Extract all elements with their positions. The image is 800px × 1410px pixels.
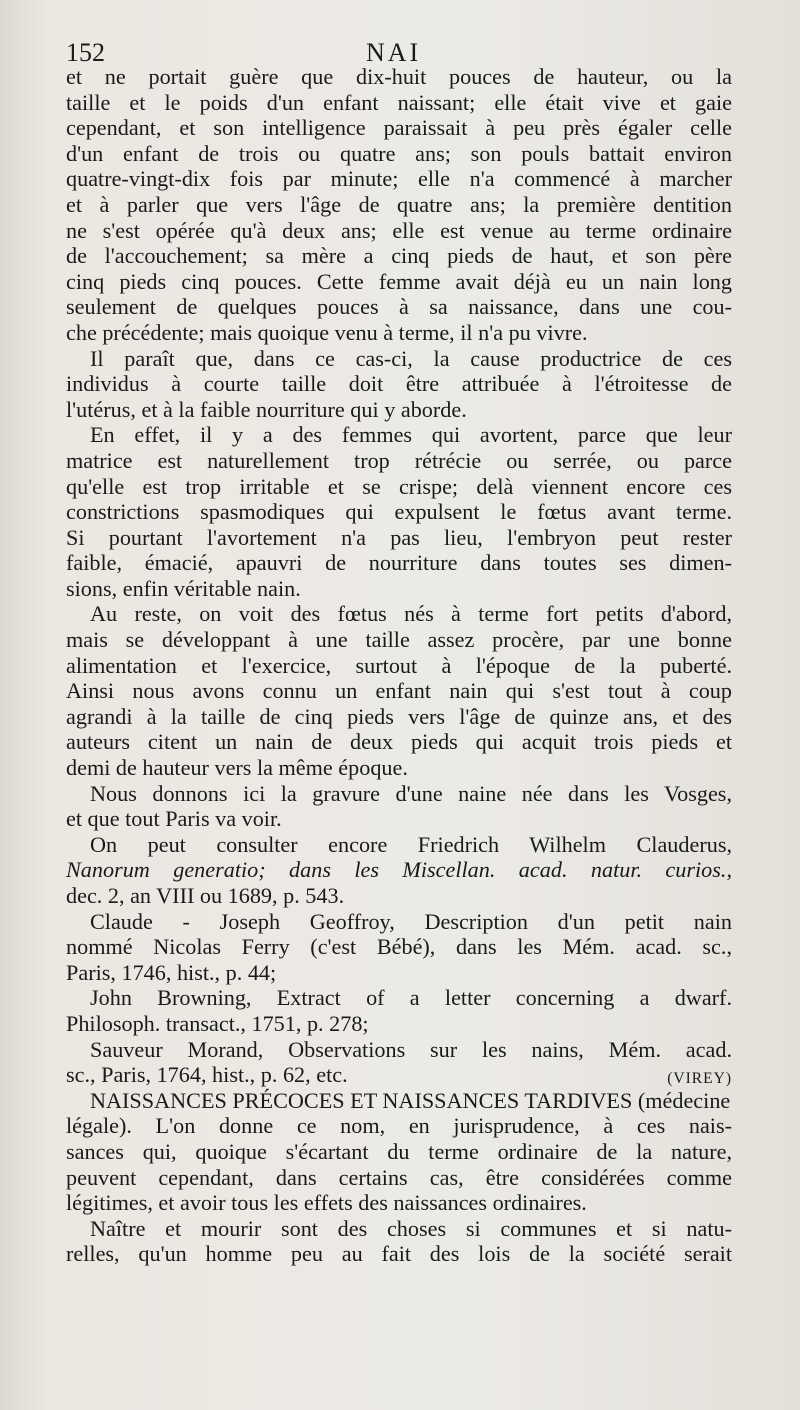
text-line: ne s'est opérée qu'à deux ans; elle est venue au terme ordinaire [66, 217, 732, 243]
text-line: qu'elle est trop irritable et se crispe; delà viennent encore ces [66, 473, 732, 499]
reference-line: Philosoph. transact., 1751, p. 278; [66, 1010, 369, 1036]
reference-line [66, 1062, 732, 1088]
text-line: et à parler que vers l'âge de quatre ans; la première dentition [66, 191, 732, 217]
text-line: mais se développant à une taille assez procère, par une bonne [66, 627, 732, 653]
text-line: faible, émacié, apauvri de nourriture dans toutes ses dimen- [66, 550, 732, 576]
text-line: che précédente; mais quoique venu à terme, il n'a pu vivre. [66, 319, 588, 345]
text-line: cinq pieds cinq pouces. Cette femme avait déjà eu un nain long [66, 268, 732, 294]
text-line: Naître et mourir sont des choses si communes et si natu- [90, 1215, 732, 1241]
text-line: et que tout Paris va voir. [66, 806, 282, 832]
text-line: sions, enfin véritable nain. [66, 575, 301, 601]
text-line: demi de hauteur vers la même époque. [66, 755, 408, 781]
reference-line: John Browning, Extract of a letter concerning a dwarf. [90, 985, 732, 1011]
text-line: En effet, il y a des femmes qui avortent, parce que leur [90, 422, 732, 448]
text-line: sances qui, quoique s'écartant du terme ordinaire de la nature, [66, 1138, 732, 1164]
text-line: auteurs citent un nain de deux pieds qui acquit trois pieds et [66, 729, 732, 755]
reference-line: nommé Nicolas Ferry (c'est Bébé), dans les Mém. acad. sc., [66, 934, 732, 960]
text-line: de l'accouchement; sa mère a cinq pieds de haut, et son père [66, 243, 732, 269]
text-line: l'utérus, et à la faible nourriture qui y aborde. [66, 396, 467, 422]
running-title: NAI [366, 38, 422, 67]
text-line: Il paraît que, dans ce cas-ci, la cause productrice de ces [90, 345, 732, 371]
text-line: matrice est naturellement trop rétrécie ou serrée, ou parce [66, 447, 732, 473]
text-line: Si pourtant l'avortement n'a pas lieu, l'embryon peut rester [66, 524, 732, 550]
text-line: alimentation et l'exercice, surtout à l'époque de la puberté. [66, 652, 732, 678]
text-line: relles, qu'un homme peu au fait des lois de la société serait [66, 1241, 732, 1267]
text-line: taille et le poids d'un enfant naissant; elle était vive et gaie [66, 89, 732, 115]
reference-line: Paris, 1746, hist., p. 44; [66, 959, 277, 985]
text-line: légale). L'on donne ce nom, en jurisprudence, à ces nais- [66, 1113, 732, 1139]
text-line: Au reste, on voit des fœtus nés à terme fort petits d'abord, [90, 601, 732, 627]
reference-line: On peut consulter encore Friedrich Wilhelm Clauderus, [90, 831, 732, 857]
entry-heading-line: NAISSANCES PRÉCOCES ET NAISSANCES TARDIVES (médecine [90, 1087, 731, 1113]
text-line: seulement de quelques pouces à sa naissance, dans une cou- [66, 294, 732, 320]
reference-line: dec. 2, an VIII ou 1689, p. 543. [66, 883, 345, 908]
reference-text: sc., Paris, 1764, hist., p. 62, etc. [66, 1062, 348, 1088]
text-line: constrictions spasmodiques qui expulsent le fœtus avant terme. [66, 499, 732, 525]
text-line: Ainsi nous avons connu un enfant nain qui s'est tout à coup [66, 678, 732, 704]
text-line: d'un enfant de trois ou quatre ans; son pouls battait environ [66, 140, 732, 166]
text-line: cependant, et son intelligence paraissait à peu près égaler celle [66, 115, 732, 141]
page-number: 152 [66, 38, 105, 67]
reference-line: Sauveur Morand, Observations sur les nains, Mém. acad. [90, 1036, 732, 1062]
text-line: peuvent cependant, dans certains cas, être considérées comme [66, 1164, 732, 1190]
reference-line: Claude - Joseph Geoffroy, Description d'un petit nain [90, 908, 732, 934]
reference-line: Nanorum generatio; dans les Miscellan. acad. natur. curios., [66, 857, 732, 883]
author-signature: (VIREY) [667, 1070, 732, 1088]
body-text [66, 64, 732, 1267]
text-line: individus à courte taille doit être attribuée à l'étroitesse de [66, 371, 732, 397]
text-line: Nous donnons ici la gravure d'une naine née dans les Vosges, [90, 780, 732, 806]
text-line: et ne portait guère que dix-huit pouces de hauteur, ou la [66, 64, 732, 89]
text-line: légitimes, et avoir tous les effets des naissances ordinaires. [66, 1190, 587, 1216]
text-line: agrandi à la taille de cinq pieds vers l'âge de quinze ans, et des [66, 703, 732, 729]
text-line: quatre-vingt-dix fois par minute; elle n'a commencé à marcher [66, 166, 732, 192]
